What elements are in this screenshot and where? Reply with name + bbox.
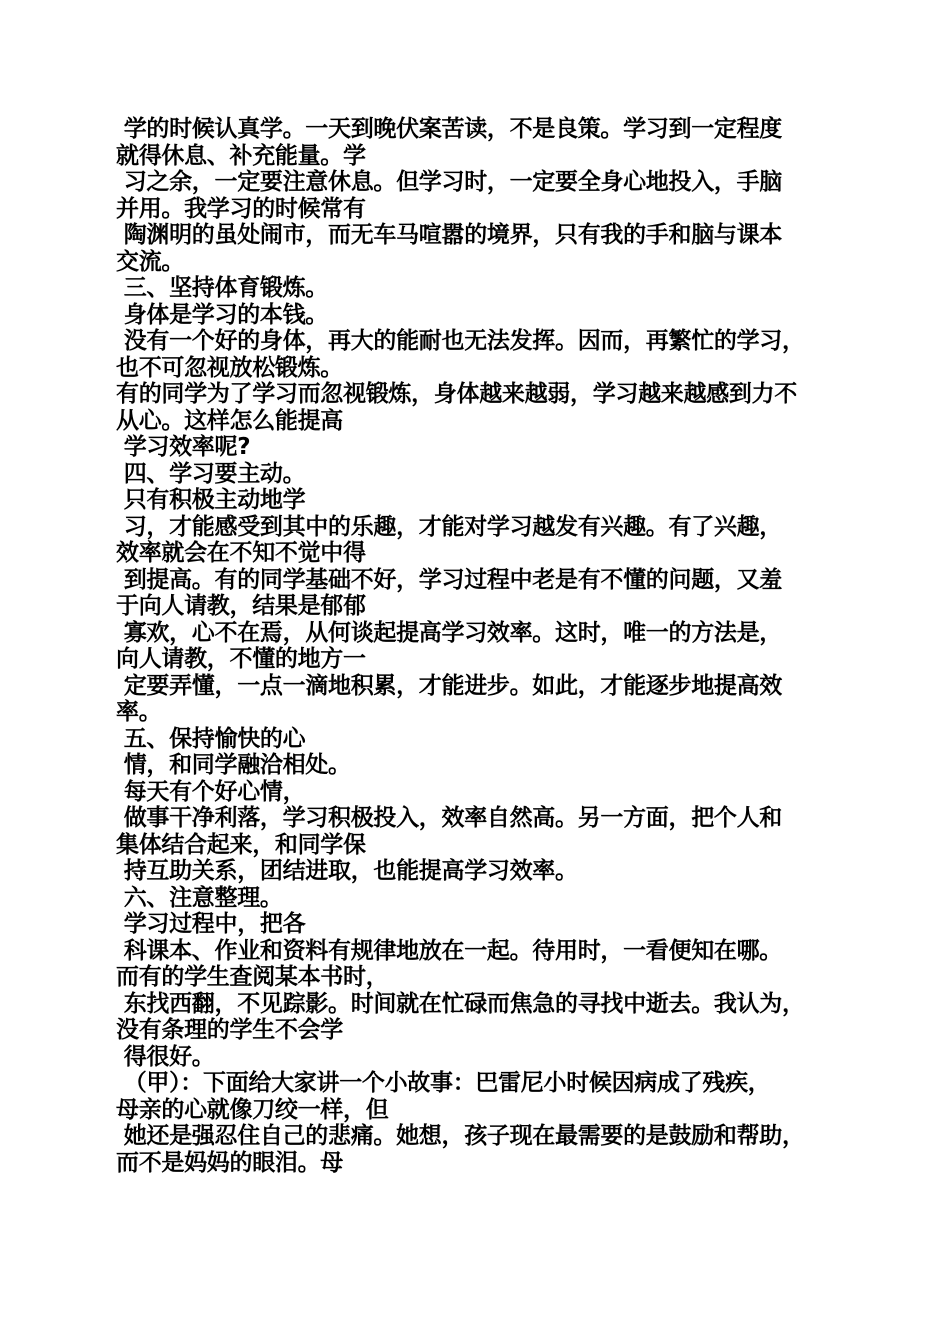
section-heading: 四、学习要主动。 bbox=[116, 460, 306, 487]
text-line: 率。 bbox=[116, 699, 162, 725]
text-line: 持互助关系，团结进取，也能提高学习效率。 bbox=[116, 858, 578, 884]
text-line: 交流。 bbox=[116, 248, 185, 275]
text-line: 向人请教，不懂的地方一 bbox=[116, 646, 366, 672]
text-line: 得很好。 bbox=[116, 1043, 215, 1070]
body-text bbox=[116, 116, 836, 1176]
text-line: 就得休息、补充能量。学 bbox=[116, 142, 366, 169]
text-line: 习，才能感受到其中的乐趣，才能对学习越发有兴趣。有了兴趣， bbox=[116, 513, 783, 540]
text-line: 到提高。有的同学基础不好，学习过程中老是有不懂的问题，又羞 bbox=[116, 566, 783, 593]
text-line: （甲）：下面给大家讲一个小故事：巴雷尼小时候因病成了残疾， bbox=[116, 1070, 771, 1096]
section-heading: 三、坚持体育锻炼。 bbox=[116, 275, 329, 301]
section-heading: 六、注意整理。 bbox=[116, 884, 283, 911]
section-heading: 五、保持愉快的心 bbox=[116, 725, 306, 752]
text-line: 陶渊明的虽处闹市，而无车马喧嚣的境界，只有我的手和脑与课本 bbox=[116, 222, 783, 248]
text-line: 她还是强忍住自己的悲痛。她想，孩子现在最需要的是鼓励和帮助， bbox=[116, 1123, 805, 1149]
text-line: 从心。这样怎么能提高 bbox=[116, 407, 344, 434]
text-line: 学习效率呢? bbox=[116, 434, 251, 460]
text-line: 而有的学生查阅某本书时， bbox=[116, 964, 389, 990]
text-line: 学的时候认真学。一天到晚伏案苦读，不是良策。学习到一定程度 bbox=[116, 116, 783, 142]
text-line: 母亲的心就像刀绞一样，但 bbox=[116, 1096, 389, 1123]
text-line: 做事干净利落，学习积极投入，效率自然高。另一方面，把个人和 bbox=[116, 805, 783, 831]
text-line: 定要弄懂，一点一滴地积累，才能进步。如此，才能逐步地提高效 bbox=[116, 672, 783, 699]
text-line: 集体结合起来，和同学保 bbox=[116, 831, 366, 858]
text-line: 并用。我学习的时候常有 bbox=[116, 195, 366, 222]
text-line: 也不可忽视放松锻炼。 bbox=[116, 354, 344, 381]
text-line: 身体是学习的本钱。 bbox=[116, 301, 329, 328]
text-line: 科课本、作业和资料有规律地放在一起。待用时，一看便知在哪。 bbox=[116, 937, 783, 964]
text-line: 东找西翻，不见踪影。时间就在忙碌而焦急的寻找中逝去。我认为， bbox=[116, 990, 805, 1017]
text-line: 没有一个好的身体，再大的能耐也无法发挥。因而，再繁忙的学习， bbox=[116, 328, 805, 354]
text-line: 每天有个好心情， bbox=[116, 778, 306, 805]
text-line: 有的同学为了学习而忽视锻炼，身体越来越弱，学习越来越感到力不 bbox=[116, 381, 798, 407]
text-line: 习之余，一定要注意休息。但学习时，一定要全身心地投入，手脑 bbox=[116, 169, 783, 195]
text-line: 学习过程中，把各 bbox=[116, 911, 306, 937]
text-line: 寡欢，心不在焉，从何谈起提高学习效率。这时，唯一的方法是， bbox=[116, 619, 783, 646]
text-line: 没有条理的学生不会学 bbox=[116, 1017, 344, 1043]
text-line: 效率就会在不知不觉中得 bbox=[116, 540, 366, 566]
text-line: 情，和同学融洽相处。 bbox=[116, 752, 351, 778]
text-line: 只有积极主动地学 bbox=[116, 487, 306, 513]
text-line: 而不是妈妈的眼泪。母 bbox=[116, 1149, 344, 1176]
text-line: 于向人请教，结果是郁郁 bbox=[116, 593, 366, 619]
